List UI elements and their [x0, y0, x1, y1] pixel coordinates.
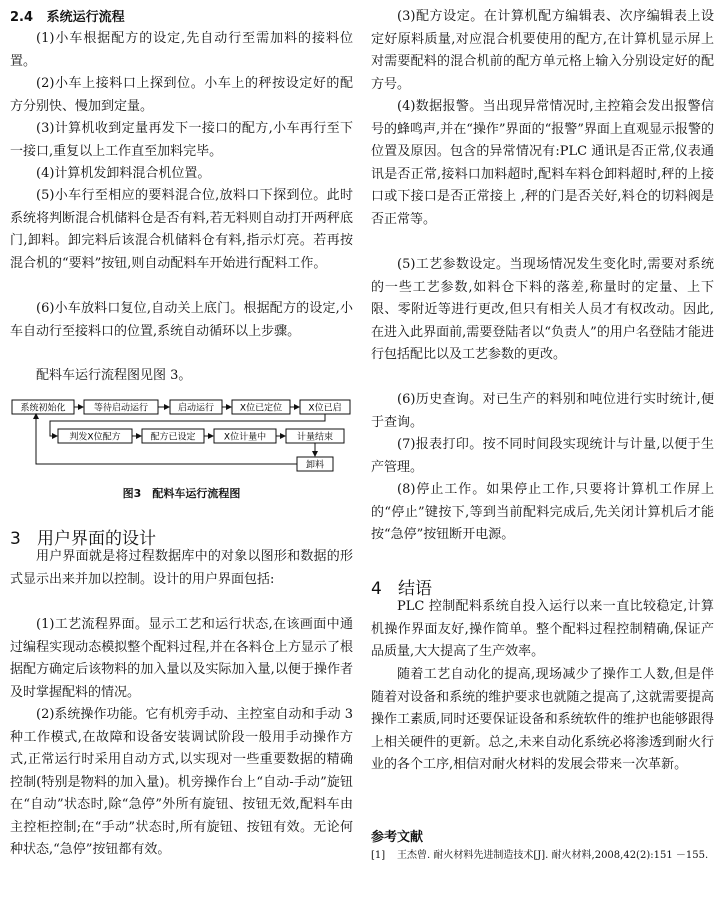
flow-box-label: X位已定位 [239, 403, 283, 414]
flow-diagram [10, 398, 353, 478]
paragraph: (2)系统操作功能。它有机旁手动、主控室自动和手动 3 种工作模式,在故障和设备安装调试阶段一般用手动操作方式,正常运行时采用自动方式,以实现对一些重要数据的精确控制(特别是物料的加入量)。机旁操作台上“自动-手动”旋钮在“自动”状态时,除“急停”外所有旋钮、按钮无效,配料车由主控柜控制;在“手动”状态时,所有旋钮、按钮有效。无论何种状态,“急停”按钮都有效。 [10, 707, 353, 857]
paragraph: PLC 控制配料系统自投入运行以来一直比较稳定,计算机操作界面友好,操作简单。整个配料过程控制精确,保证产品质量,大大提高了生产效率。 [371, 599, 714, 659]
section-2-4-heading [10, 6, 125, 25]
reference-item [371, 848, 714, 864]
paragraph: (5)小车行至相应的要料混合位,放料口下探到位。此时系统将判断混合机储料仓是否有料,若无料则自动打开两秤底门,卸料。卸完料后该混合机储料仓有料,指示灯亮。若再按混合机的“要料”按钮,则自动配料车开始进行配料工作。 [10, 188, 353, 271]
references-heading: 参考文献 [371, 830, 424, 845]
section-number: 2.4 [10, 10, 34, 25]
flow-box-label: X位已启 [308, 403, 342, 414]
flow-box-label: 启动运行 [177, 403, 215, 414]
flow-box-label: 判发X位配方 [69, 432, 121, 443]
paragraph: (3)计算机收到定量再发下一接口的配方,小车再行至下一接口,重复以上工作直至加料完毕。 [10, 121, 353, 159]
paragraph: (1)工艺流程界面。显示工艺和运行状态,在该画面中通过编程实现动态模拟整个配料过程,并在各料仓上方显示了根据配方确定后该物料的加入量以及实际加入量,以便于操作者及时掌握配料的情况。 [10, 617, 353, 700]
paragraph: (3)配方设定。在计算机配方编辑表、次序编辑表上设定好原料质量,对应混合机要使用的配方,在计算机显示屏上对需要配料的混合机前的配方单元格上输入分别设定好的配方号。 [371, 9, 714, 92]
paragraph: 随着工艺自动化的提高,现场减少了操作工人数,但是伴随着对设备和系统的维护要求也就随之提高了,这就需要提高操作工素质,同时还要保证设备和系统软件的维护也能够跟得上相关硬件的更新。总之,未来自动化系统必将渗透到耐火行业的各个工序,相信对耐火材料的发展会带来一次革新。 [371, 667, 714, 772]
reference-text: 王杰曾. 耐火材料先进制造技术[J]. 耐火材料,2008,42(2):151 －155. [397, 850, 709, 861]
flow-box-label: 配方已设定 [150, 432, 196, 443]
section-number: 3 [10, 529, 21, 549]
paragraph: (8)停止工作。如果停止工作,只要将计算机工作屏上的“停止”键按下,等到当前配料完成后,先关闭计算机后才能按“急停”按钮断开电源。 [371, 482, 714, 542]
flow-box-label: 等待启动运行 [93, 403, 149, 414]
section-number: 4 [371, 579, 382, 599]
paragraph: (2)小车上接料口上探到位。小车上的秤按设定好的配方分别快、慢加到定量。 [10, 76, 353, 114]
flow-box-label: X位计量中 [223, 432, 267, 443]
paragraph: (7)报表打印。按不同时间段实现统计与计量,以便于生产管理。 [371, 437, 714, 475]
paragraph: (6)小车放料口复位,自动关上底门。根据配方的设定,小车自动行至接料口的位置,系统自动循环以上步骤。 [10, 301, 353, 339]
reference-number: [1] [371, 850, 386, 861]
section-title: 用户界面的设计 [37, 529, 157, 549]
section-title: 结语 [398, 579, 433, 599]
flow-box-label: 计量结束 [296, 432, 334, 443]
paragraph: 用户界面就是将过程数据库中的对象以图形和数据的形式显示出来并加以控制。设计的用户界面包括: [10, 549, 353, 587]
paragraph: (6)历史查询。对已生产的料别和吨位进行实时统计,便于查询。 [371, 392, 714, 430]
paragraph: (1)小车根据配方的设定,先自动行至需加料的接料位置。 [10, 31, 353, 69]
paragraph: (4)数据报警。当出现异常情况时,主控箱会发出报警信号的蜂鸣声,并在“操作”界面的“报警”界面上直观显示报警的位置及原因。包含的异常情况有:PLC 通讯是否正常,仪表通讯是否正常,接料口加料超时,配料车料仓卸料超时,秤的上接口或下接口是否正常接上 ,秤的门是否关好,料仓的切料阀是否正常等。 [371, 99, 714, 227]
paragraph: (5)工艺参数设定。当现场情况发生变化时,需要对系统的一些工艺参数,如料仓下料的落差,称量时的定量、上下限、零附近等进行更改,但只有相关人员才有权改动。因此,在进入此界面前,需要登陆者以“负责人”的用户名登陆才能进行包括配比以及工艺参数的更改。 [371, 257, 714, 362]
flow-box-label: 系统初始化 [20, 403, 66, 414]
flow-box-label: 卸料 [305, 460, 325, 471]
section-title: 系统运行流程 [46, 10, 125, 25]
paragraph: 配料车运行流程图见图 3。 [36, 368, 192, 383]
figure-caption: 图3 配料车运行流程图 [122, 487, 241, 500]
paragraph: (4)计算机发卸料混合机位置。 [36, 166, 211, 181]
